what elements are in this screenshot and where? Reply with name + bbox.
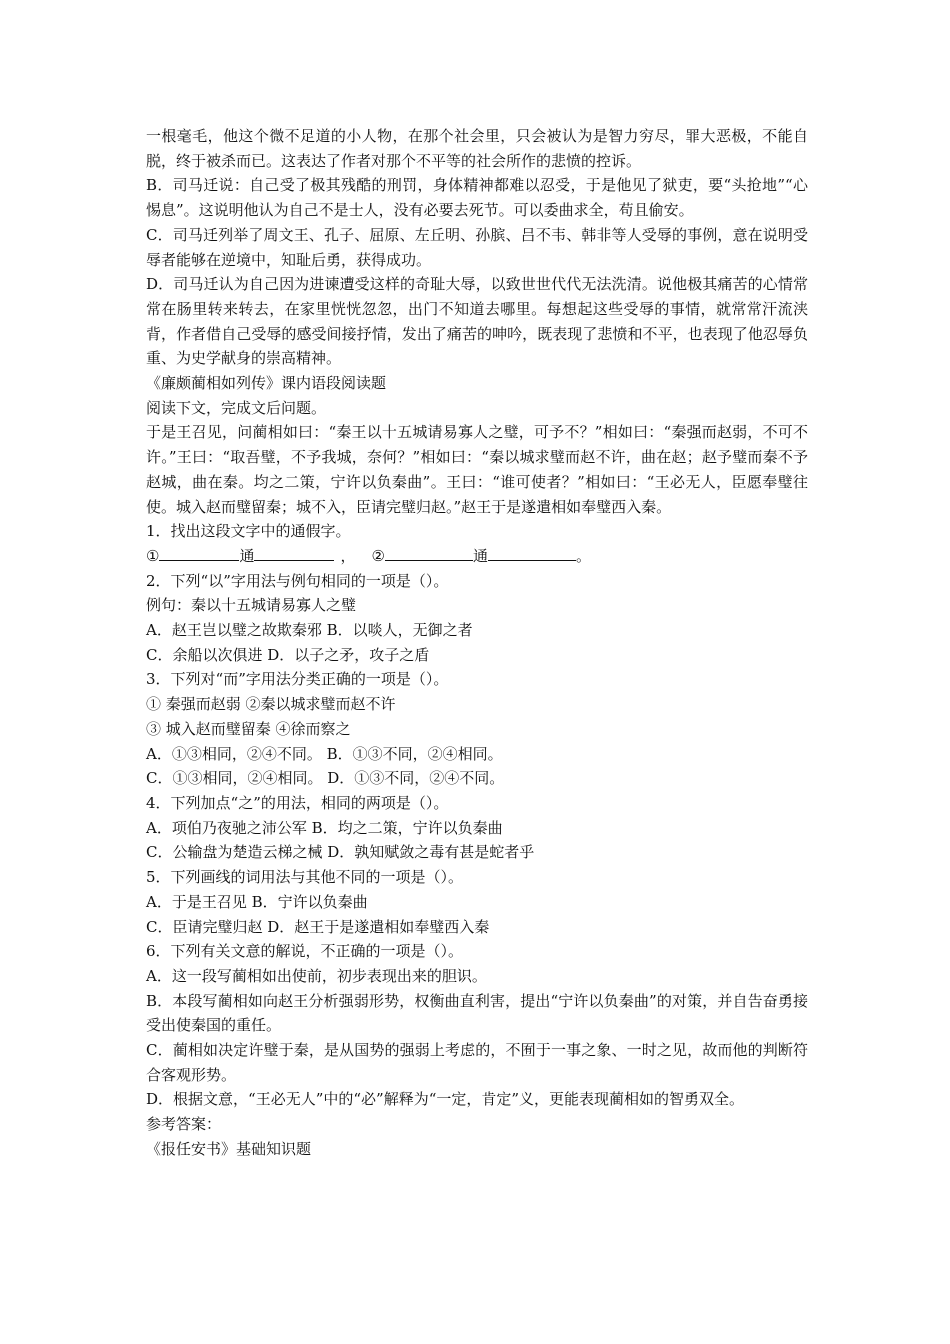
- q2-options-cd: C．余船以次俱进 D．以子之矛，攻子之盾: [146, 645, 430, 664]
- period: 。: [575, 546, 591, 565]
- q3-items-12: ① 秦强而赵弱 ②秦以城求璧而赵不许: [146, 695, 396, 714]
- comma: ，: [340, 546, 356, 565]
- q2-options-ab: A．赵王岂以璧之故欺秦邪 B．以啖人，无御之者: [146, 621, 473, 640]
- question-5: 5．下列画线的词用法与其他不同的一项是（）。: [146, 868, 464, 887]
- question-3: 3．下列对“而”字用法分类正确的一项是（）。: [146, 670, 449, 689]
- document-page: [146, 124, 808, 1162]
- instruction: 阅读下文，完成文后问题。: [146, 398, 327, 417]
- q6-option-d: D．根据文意，“王必无人”中的“必”解释为“一定，肯定”义，更能表现蔺相如的智勇双全。: [146, 1090, 745, 1109]
- q6-option-b: B．本段写蔺相如向赵王分析强弱形势，权衡曲直利害，提出“宁许以负秦曲”的对策，并自告奋勇接受出使秦国的重任。: [146, 991, 808, 1035]
- option-a-continued: 一根毫毛，他这个微不足道的小人物，在那个社会里，只会被认为是智力穷尽，罪大恶极，不能自脱，终于被杀而已。这表达了作者对那个不平等的社会所作的悲愤的控诉。: [146, 127, 808, 170]
- q5-options-cd: C．臣请完璧归赵 D．赵王于是遂遣相如奉璧西入秦: [146, 917, 490, 936]
- blank-label-2: ②: [371, 546, 385, 565]
- q3-options-ab: A．①③相同，②④不同。 B．①③不同，②④相同。: [146, 744, 503, 763]
- answer-blanks: [146, 544, 808, 569]
- tong-1: 通: [239, 546, 255, 565]
- question-6: 6．下列有关文意的解说，不正确的一项是（）。: [146, 942, 464, 961]
- tong-2: 通: [472, 546, 488, 565]
- question-2: 2．下列“以”字用法与例句相同的一项是（）。: [146, 571, 449, 590]
- blank-2b[interactable]: [488, 544, 576, 561]
- q5-options-ab: A．于是王召见 B．宁许以负秦曲: [146, 892, 368, 911]
- example-sentence: 例句：秦以十五城请易寡人之璧: [146, 596, 357, 615]
- option-b: B．司马迁说：自己受了极其残酷的刑罚，身体精神都难以忍受，于是他见了狱吏，要“头抢地”“心惕息”。这说明他认为自己不是士人，没有必要去死节。可以委曲求全，苟且偷安。: [146, 176, 808, 220]
- blank-1b[interactable]: [254, 544, 334, 561]
- q3-items-34: ③ 城入赵而璧留秦 ④徐而察之: [146, 719, 351, 738]
- question-4: 4．下列加点“之”的用法，相同的两项是（）。: [146, 793, 449, 812]
- blank-2a[interactable]: [385, 544, 473, 561]
- option-c: C．司马迁列举了周文王、孔子、屈原、左丘明、孙膑、吕不韦、韩非等人受辱的事例，意在说明受辱者能够在逆境中，知耻后勇，获得成功。: [146, 225, 808, 269]
- blank-1a[interactable]: [159, 544, 239, 561]
- q3-options-cd: C．①③相同，②④相同。 D．①③不同，②④不同。: [146, 769, 505, 788]
- section-title: 《廉颇蔺相如列传》课内语段阅读题: [146, 374, 387, 393]
- next-section-title: 《报任安书》基础知识题: [146, 1139, 312, 1158]
- q4-options-ab: A．项伯乃夜驰之沛公军 B．均之二策，宁许以负秦曲: [146, 818, 503, 837]
- q6-option-a: A．这一段写蔺相如出使前，初步表现出来的胆识。: [146, 966, 487, 985]
- answer-key-heading: 参考答案：: [146, 1115, 222, 1134]
- passage: 于是王召见，问蔺相如曰：“秦王以十五城请易寡人之璧，可予不？”相如曰：“秦强而赵弱，不可不许。”王曰：“取吾璧，不予我城，奈何？”相如曰：“秦以城求璧而赵不许，曲在赵；赵予璧而秦不予赵城，曲在秦。均之二策，宁许以负秦曲”。王曰：“谁可使者？”相如曰：“王必无人，臣愿奉璧往使。城入赵而璧留秦；城不入，臣请完璧归赵。”赵王于是遂遣相如奉璧西入秦。: [146, 423, 808, 516]
- blank-label-1: ①: [146, 546, 160, 565]
- q4-options-cd: C．公输盘为楚造云梯之械 D．孰知赋敛之毒有甚是蛇者乎: [146, 843, 535, 862]
- q6-option-c: C．蔺相如决定许璧于秦，是从国势的强弱上考虑的，不囿于一事之象、一时之见，故而他的判断符合客观形势。: [146, 1041, 808, 1084]
- option-d: D．司马迁认为自己因为进谏遭受这样的奇耻大辱，以致世世代代无法洗清。说他极其痛苦的心情常常在肠里转来转去，在家里恍恍忽忽，出门不知道去哪里。每想起这些受辱的事情，就常常汗流浃背，作者借自己受辱的感受间接抒情，发出了痛苦的呻吟，既表现了悲愤和不平，也表现了他忍辱负重、为史学献身的崇高精神。: [146, 275, 808, 368]
- question-1: 1．找出这段文字中的通假字。: [146, 522, 351, 541]
